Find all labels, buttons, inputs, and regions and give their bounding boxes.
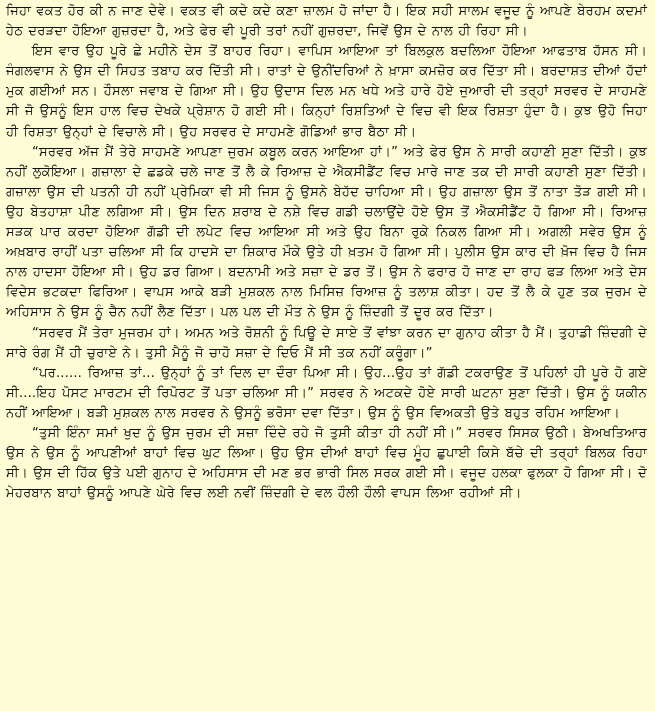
- paragraph-1: ਜਿਹਾ ਵਕਤ ਹੋਰ ਕੀ ਨ ਜਾਣ ਦੇਵੇ। ਵਕਤ ਵੀ ਕਦੇ ਕਦੇ ਕਣਾ ਜ਼ਾਲਮ ਹੋ ਜਾਂਦਾ ਹੈ। ਇਕ ਸਹੀ ਸਾਲਮ ਵਜੂਦ ਨੂੰ ਆਪਣੇ ਬੇਰਹਮ ਕਦਮਾਂ ਹੇਠ ਦਰੜਦਾ ਹੋਇਆ ਗੁਜ਼ਰਦਾ ਹੈ, ਅਤੇ ਫੇਰ ਵੀ ਪੂਰੀ ਤਰਾਂ ਨਹੀਂ ਗੁਜ਼ਰਦਾ, ਜਿਵੇਂ ਉਸ ਦੇ ਨਾਲ ਹੀ ਰਿਹਾ ਸੀ।: [6, 4, 647, 40]
- paragraph-3: “ਸਰਵਰ ਅੱਜ ਮੈਂ ਤੇਰੇ ਸਾਹਮਣੇ ਆਪਣਾ ਜੁਰਮ ਕਬੂਲ ਕਰਨ ਆਇਆ ਹਾਂ।” ਅਤੇ ਫੇਰ ਉਸ ਨੇ ਸਾਰੀ ਕਹਾਣੀ ਸੁਣਾ ਦਿੱਤੀ। ਕੁਝ ਨਹੀਂ ਲੁਕੋਇਆ। ਗਜ਼ਾਲਾ ਦੇ ਛਡਕੇ ਚਲੇ ਜਾਣ ਤੋਂ ਲੈ ਕੇ ਰਿਆਜ਼ ਦੇ ਐਕਸੀਡੈਂਟ ਵਿਚ ਮਾਰੇ ਜਾਣ ਤਕ ਦੀ ਸਾਰੀ ਕਹਾਣੀ ਸੁਣਾ ਦਿੱਤੀ। ਗਜ਼ਾਲਾ ਉਸ ਦੀ ਪਤਨੀ ਹੀ ਨਹੀਂ ਪ੍ਰੇਮਿਕਾ ਵੀ ਸੀ ਜਿਸ ਨੂੰ ਉਸਨੇ ਬੇਹੱਦ ਚਾਹਿਆ ਸੀ। ਉਹ ਗਜ਼ਾਲਾ ਉਸ ਤੋਂ ਨਾਤਾ ਤੋੜ ਗਈ ਸੀ। ਉਹ ਬੇਤਹਾਸ਼ਾ ਪੀਣ ਲਗਿਆ ਸੀ। ਉਸ ਦਿਨ ਸ਼ਰਾਬ ਦੇ ਨਸ਼ੇ ਵਿਚ ਗਡੀ ਚਲਾਉਂਦੇ ਹੋਏ ਉਸ ਤੋਂ ਐਕਸੀਡੈਂਟ ਹੋ ਗਿਆ ਸੀ। ਰਿਆਜ਼ ਸੜਕ ਪਾਰ ਕਰਦਾ ਹੋਇਆ ਗੱਡੀ ਦੀ ਲਪੇਟ ਵਿਚ ਆਇਆ ਸੀ ਅਤੇ ਉਹ ਬਿਨਾ ਰੁਕੇ ਨਿਕਲ ਗਿਆ ਸੀ। ਅਗਲੀ ਸਵੇਰ ਉਸ ਨੂੰ ਅਖ਼ਬਾਰ ਰਾਹੀਂ ਪਤਾ ਚਲਿਆ ਸੀ ਕਿ ਹਾਦਸੇ ਦਾ ਸ਼ਿਕਾਰ ਮੌਕੇ ਉਤੇ ਹੀ ਖ਼ਤਮ ਹੋ ਗਿਆ ਸੀ। ਪੁਲੀਸ ਉਸ ਕਾਰ ਦੀ ਖ਼ੋਜ ਵਿਚ ਹੈ ਜਿਸ ਨਾਲ ਹਾਦਸਾ ਹੋਇਆ ਸੀ। ਉਹ ਡਰ ਗਿਆ। ਬਦਨਾਮੀ ਅਤੇ ਸਜ਼ਾ ਦੇ ਡਰ ਤੋਂ। ਉਸ ਨੇ ਫਰਾਰ ਹੋ ਜਾਣ ਦਾ ਰਾਹ ਫੜ ਲਿਆ ਅਤੇ ਦੇਸ ਵਿਦੇਸ ਭਟਕਦਾ ਫਿਰਿਆ। ਵਾਪਸ ਆਕੇ ਬੜੀ ਮੁਸ਼ਕਲ ਨਾਲ ਮਿਸਿਜ਼ ਰਿਆਜ਼ ਨੂੰ ਤਲਾਸ਼ ਕੀਤਾ। ਹਦ ਤੋਂ ਲੈ ਕੇ ਹੁਣ ਤਕ ਜੁਰਮ ਦੇ ਅਹਿਸਾਸ ਨੇ ਉਸ ਨੂੰ ਚੈਨ ਨਹੀਂ ਲੈਣ ਦਿੱਤਾ। ਪਲ ਪਲ ਦੀ ਮੌਤ ਨੇ ਉਸ ਨੂੰ ਜ਼ਿੰਦਗੀ ਤੋਂ ਦੂਰ ਕਰ ਦਿੱਤਾ।: [6, 144, 647, 321]
- paragraph-4: “ਸਰਵਰ ਮੈਂ ਤੇਰਾ ਮੁਜਰਮ ਹਾਂ। ਅਮਨ ਅਤੇ ਰੋਸ਼ਨੀ ਨੂੰ ਪਿਊ ਦੇ ਸਾਏ ਤੋਂ ਵਾਂਝਾ ਕਰਨ ਦਾ ਗੁਨਾਹ ਕੀਤਾ ਹੈ ਮੈਂ। ਤੁਹਾਡੀ ਜ਼ਿੰਦਗੀ ਦੇ ਸਾਰੇ ਰੰਗ ਮੈਂ ਹੀ ਚੁਰਾਏ ਨੇ। ਤੁਸੀ ਮੈਨੂੰ ਜੋ ਚਾਹੋ ਸਜ਼ਾ ਦੇ ਦਿਓ ਮੈਂ ਸੀ ਤਕ ਨਹੀਂ ਕਰੂੰਗਾ।”: [6, 325, 647, 361]
- paragraph-6: “ਤੁਸੀ ਇੰਨਾ ਸਮਾਂ ਖੁਦ ਨੂੰ ਉਸ ਜੁਰਮ ਦੀ ਸਜ਼ਾ ਦਿੰਦੇ ਰਹੇ ਜੋ ਤੁਸੀ ਕੀਤਾ ਹੀ ਨਹੀਂ ਸੀ।” ਸਰਵਰ ਸਿਸਕ ਉਠੀ। ਬੇਅਖਤਿਆਰ ਉਸ ਨੇ ਉਸ ਨੂੰ ਆਪਣੀਆਂ ਬਾਹਾਂ ਵਿਚ ਘੁਟ ਲਿਆ। ਉਹ ਉਸ ਦੀਆਂ ਬਾਹਾਂ ਵਿਚ ਮੂੰਹ ਛੁਪਾਈ ਕਿਸੇ ਬੱਚੇ ਦੀ ਤਰ੍ਹਾਂ ਬਿਲਕ ਰਿਹਾ ਸੀ। ਉਸ ਦੀ ਹਿੱਕ ਉਤੇ ਪਈ ਗੁਨਾਹ ਦੇ ਅਹਿਸਾਸ ਦੀ ਮਣ ਭਰ ਭਾਰੀ ਸਿਲ ਸਰਕ ਗਈ ਸੀ। ਵਜੂਦ ਹਲਕਾ ਫੁਲਕਾ ਹੋ ਗਿਆ ਸੀ। ਦੋ ਮੇਹਰਬਾਨ ਬਾਹਾਂ ਉਸਨੂੰ ਆਪਣੇ ਘੇਰੇ ਵਿਚ ਲਈ ਨਵੀਂ ਜ਼ਿੰਦਗੀ ਦੇ ਵਲ ਹੌਲੀ ਹੌਲੀ ਵਾਪਸ ਲਿਆ ਰਹੀਆਂ ਸੀ।: [6, 425, 647, 502]
- paragraph-5: “ਪਰ...... ਰਿਆਜ਼ ਤਾਂ... ਉਨ੍ਹਾਂ ਨੂੰ ਤਾਂ ਦਿਲ ਦਾ ਦੌਰਾ ਪਿਆ ਸੀ। ਉਹ...ਉਹ ਤਾਂ ਗੱਡੀ ਟਕਰਾਉਣ ਤੋਂ ਪਹਿਲਾਂ ਹੀ ਪੂਰੇ ਹੋ ਗਏ ਸੀ....ਇਹ ਪੋਸਟ ਮਾਰਟਮ ਦੀ ਰਿਪੋਰਟ ਤੋਂ ਪਤਾ ਚਲਿਆ ਸੀ।” ਸਰਵਰ ਨੇ ਅਟਕਦੇ ਹੋਏ ਸਾਰੀ ਘਟਨਾ ਸੁਣਾ ਦਿੱਤੀ। ਉਸ ਨੂੰ ਯਕੀਨ ਨਹੀਂ ਆਇਆ। ਬੜੀ ਮੁਸ਼ਕਲ ਨਾਲ ਸਰਵਰ ਨੇ ਉਸਨੂੰ ਭਰੋਸਾ ਦਵਾ ਦਿੱਤਾ। ਉਸ ਨੂੰ ਉਸ ਵਿਅਕਤੀ ਉਤੇ ਬਹੁਤ ਰਹਿਮ ਆਇਆ।: [6, 365, 647, 421]
- paragraph-2: ਇਸ ਵਾਰ ਉਹ ਪੂਰੇ ਛੇ ਮਹੀਨੇ ਦੇਸ ਤੋਂ ਬਾਹਰ ਰਿਹਾ। ਵਾਪਿਸ ਆਇਆ ਤਾਂ ਬਿਲਕੁਲ ਬਦਲਿਆ ਹੋਇਆ ਆਫਤਾਬ ਹੱਸਨ ਸੀ। ਜੰਗਲਵਾਸ ਨੇ ਉਸ ਦੀ ਸਿਹਤ ਤਬਾਹ ਕਰ ਦਿੱਤੀ ਸੀ। ਰਾਤਾਂ ਦੇ ਉਨੀਂਦਰਿਆਂ ਨੇ ਖ਼ਾਸਾ ਕਮਜ਼ੋਰ ਕਰ ਦਿੱਤਾ ਸੀ। ਬਰਦਾਸ਼ਤ ਦੀਆਂ ਹੱਦਾਂ ਮੁਕ ਗਈਆਂ ਸਨ। ਹੌਸਲਾ ਜਵਾਬ ਦੇ ਗਿਆ ਸੀ। ਉਹ ਉਦਾਸ ਦਿਲ ਮਨ ਖਧੇ ਅਤੇ ਹਾਰੇ ਹੋਏ ਜੁਆਰੀ ਦੀ ਤਰ੍ਹਾਂ ਸਰਵਰ ਦੇ ਸਾਹਮਣੇ ਸੀ ਜੋ ਉਸਨੂੰ ਇਸ ਹਾਲ ਵਿਚ ਦੇਖਕੇ ਪ੍ਰੇਸ਼ਾਨ ਹੋ ਗਈ ਸੀ। ਕਿਨ੍ਹਾਂ ਰਿਸ਼ਤਿਆਂ ਦੇ ਵਿਚ ਵੀ ਇਕ ਰਿਸ਼ਤਾ ਹੁੰਦਾ ਹੈ। ਕੁਝ ਉਹੋ ਜਿਹਾ ਹੀ ਰਿਸ਼ਤਾ ਉਨ੍ਹਾਂ ਦੇ ਵਿਚਾਲੇ ਸੀ। ਉਹ ਸਰਵਰ ਦੇ ਸਾਹਮਣੇ ਗੋਡਿਆਂ ਭਾਰ ਬੈਠਾ ਸੀ।: [6, 44, 647, 140]
